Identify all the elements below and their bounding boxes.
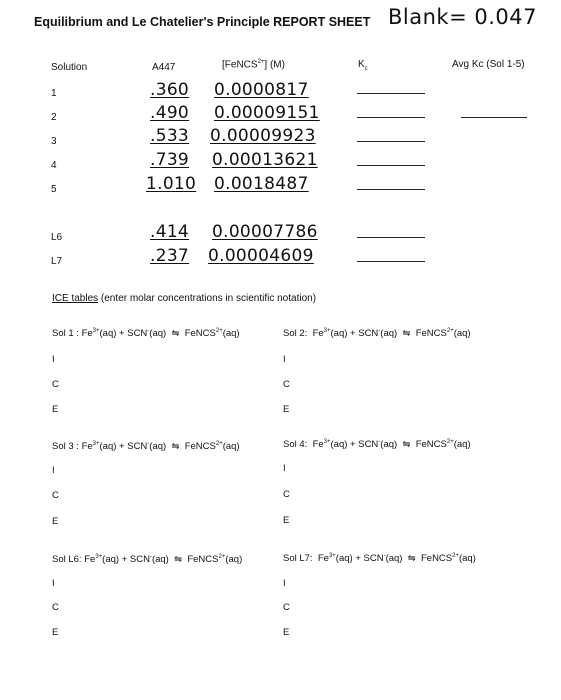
conc-value-4: 0.00013621: [212, 150, 318, 170]
col-header-avg-kc: Avg Kc (Sol 1-5): [452, 59, 525, 70]
conc-value-2: 0.00009151: [214, 103, 320, 123]
ice-panel-sol3-equation: Sol 3 : $Fe^{3+}(aq) + SCN^-(aq)$ ⇋ FeNCS$^{2+}$(aq): [52, 441, 240, 453]
kc-blank-l7[interactable]: [357, 261, 425, 262]
row-label-5: 5: [51, 184, 57, 195]
a447-value-2: .490: [150, 103, 190, 123]
conc-value-1: 0.0000817: [214, 80, 309, 100]
kc-blank-2[interactable]: [357, 117, 425, 118]
ice-tables-heading: ICE tables (enter molar concentrations in scientific notation): [52, 293, 317, 304]
ice-row-e: E: [283, 627, 290, 638]
ice-row-c: C: [52, 490, 59, 501]
a447-value-5: 1.010: [146, 174, 197, 194]
kc-blank-1[interactable]: [357, 93, 425, 94]
ice-row-e: E: [52, 516, 59, 527]
a447-value-l6: .414: [150, 222, 190, 242]
ice-row-c: C: [52, 602, 59, 613]
col-header-solution: Solution: [51, 62, 88, 73]
ice-panel-sol-l7-equation: Sol L7: $Fe^{3+}(aq) + SCN^-(aq)$ ⇋ FeNCS$^{2+}$(aq): [283, 553, 476, 565]
ice-row-i: I: [283, 578, 286, 589]
ice-panel-sol4-equation: Sol 4: $Fe^{3+}(aq) + SCN^-(aq)$ ⇋ FeNCS$^{2+}$(aq): [283, 439, 471, 451]
col-header-conc: [FeNCS$^{2+}$] (M): [222, 59, 285, 71]
row-label-l7: L7: [51, 256, 63, 267]
kc-blank-5[interactable]: [357, 189, 425, 190]
kc-blank-4[interactable]: [357, 165, 425, 166]
conc-value-5: 0.0018487: [214, 174, 309, 194]
ice-row-i: I: [52, 465, 55, 476]
row-label-1: 1: [51, 88, 57, 99]
ice-row-c: C: [52, 379, 59, 390]
col-header-kc: $K_c$: [358, 59, 368, 72]
a447-value-l7: .237: [150, 246, 190, 266]
ice-row-e: E: [283, 404, 290, 415]
row-label-2: 2: [51, 112, 57, 123]
ice-row-c: C: [283, 379, 290, 390]
conc-value-3: 0.00009923: [210, 126, 316, 146]
row-label-4: 4: [51, 160, 57, 171]
ice-row-i: I: [283, 354, 286, 365]
col-header-a447: A447: [152, 62, 176, 73]
ice-row-i: I: [52, 354, 55, 365]
ice-row-e: E: [52, 627, 59, 638]
ice-row-c: C: [283, 489, 290, 500]
conc-value-l6: 0.00007786: [212, 222, 318, 242]
a447-value-1: .360: [150, 80, 190, 100]
a447-value-3: .533: [150, 126, 190, 146]
ice-row-i: I: [283, 463, 286, 474]
ice-panel-sol1-equation: Sol 1 : $Fe^{3+}(aq) + SCN^-(aq)$ ⇋ FeNCS$^{2+}$(aq): [52, 328, 240, 340]
ice-panel-sol-l6-equation: Sol L6: $Fe^{3+}(aq) + SCN^-(aq)$ ⇋ FeNCS$^{2+}$(aq): [52, 554, 243, 566]
ice-row-c: C: [283, 602, 290, 613]
kc-blank-l6[interactable]: [357, 237, 425, 238]
conc-value-l7: 0.00004609: [208, 246, 314, 266]
row-label-3: 3: [51, 136, 57, 147]
ice-row-e: E: [52, 404, 59, 415]
page-title: Equilibrium and Le Chatelier's Principle REPORT SHEET: [34, 15, 371, 29]
row-label-l6: L6: [51, 232, 63, 243]
ice-row-e: E: [283, 515, 290, 526]
kc-blank-3[interactable]: [357, 141, 425, 142]
blank-absorbance-note: Blank= 0.047: [388, 5, 537, 29]
ice-panel-sol2-equation: Sol 2: $Fe^{3+}(aq) + SCN^-(aq)$ ⇋ FeNCS$^{2+}$(aq): [283, 328, 471, 340]
ice-row-i: I: [52, 578, 55, 589]
a447-value-4: .739: [150, 150, 190, 170]
avg-kc-blank[interactable]: [461, 117, 527, 118]
